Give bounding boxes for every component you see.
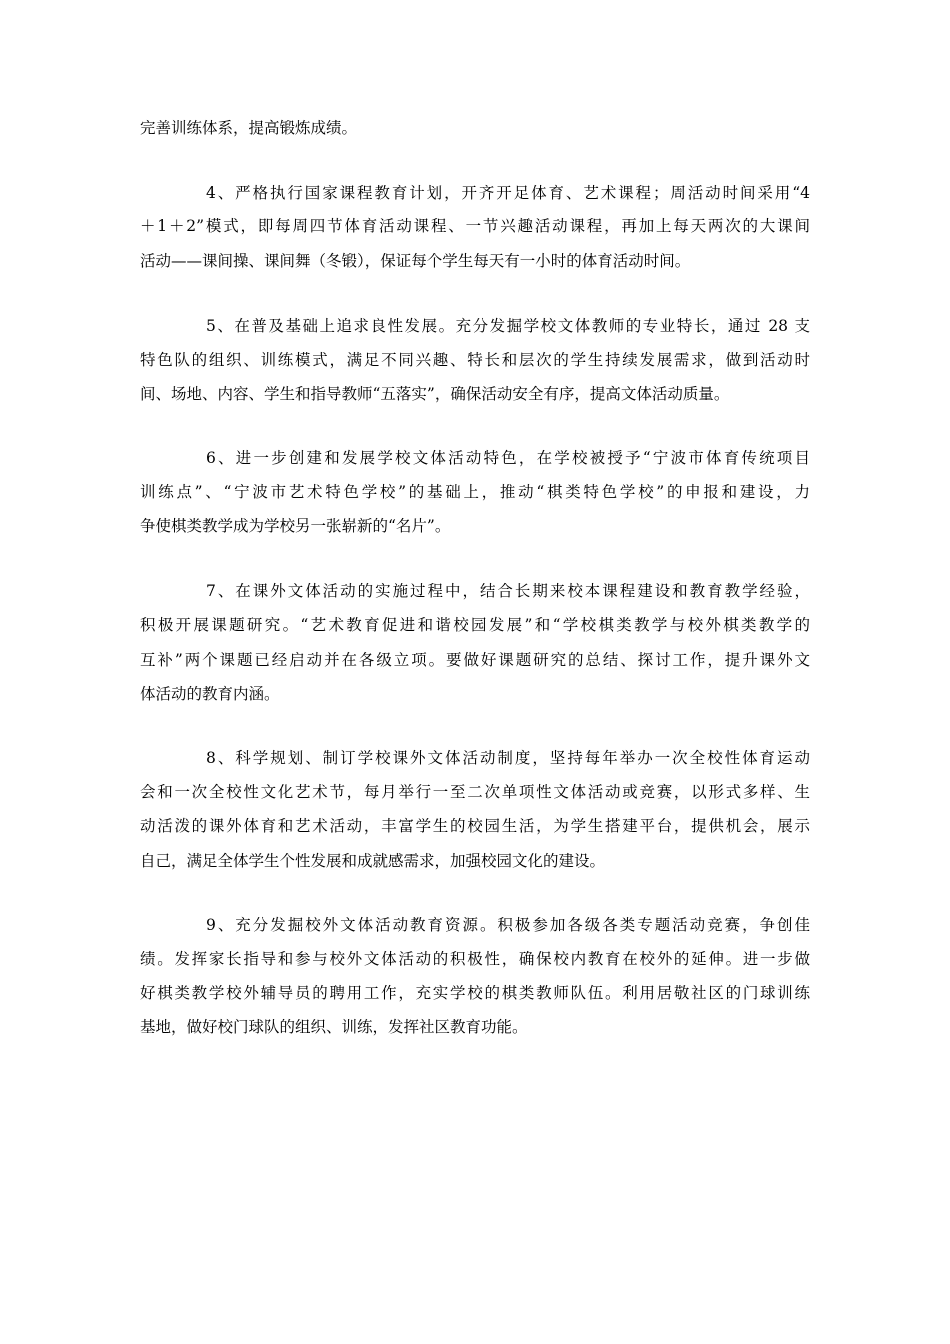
text-line: 互补”两个课题已经启动并在各级立项。要做好课题研究的总结、探讨工作，提升课外文 bbox=[140, 651, 810, 669]
text-line: 体活动的教育内涵。 bbox=[140, 685, 280, 703]
text-line: 训练点”、“宁波市艺术特色学校”的基础上，推动“棋类特色学校”的申报和建设，力 bbox=[140, 483, 810, 501]
text-line: 完善训练体系，提高锻炼成绩。 bbox=[140, 119, 358, 137]
text-line: 绩。发挥家长指导和参与校外文体活动的积极性，确保校内教育在校外的延伸。进一步做 bbox=[140, 950, 810, 968]
text-line: 间、场地、内容、学生和指导教师“五落实”，确保活动安全有序，提高文体活动质量。 bbox=[140, 385, 730, 403]
text-line: 活动——课间操、课间舞（冬锻），保证每个学生每天有一小时的体育活动时间。 bbox=[140, 252, 691, 270]
text-line: 积极开展课题研究。“艺术教育促进和谐校园发展”和“学校棋类教学与校外棋类教学的 bbox=[140, 616, 810, 634]
text-line: 好棋类教学校外辅导员的聘用工作，充实学校的棋类教师队伍。利用居敬社区的门球训练 bbox=[140, 984, 810, 1002]
text-line: 5、在普及基础上追求良性发展。充分发掘学校文体教师的专业特长，通过 28 支 bbox=[206, 317, 810, 335]
text-line: ＋1＋2”模式，即每周四节体育活动课程、一节兴趣活动课程，再加上每天两次的大课间 bbox=[140, 217, 810, 235]
text-line: 自己，满足全体学生个性发展和成就感需求，加强校园文化的建设。 bbox=[140, 852, 606, 870]
text-line: 9、充分发掘校外文体活动教育资源。积极参加各级各类专题活动竞赛，争创佳 bbox=[206, 916, 810, 934]
text-line: 基地，做好校门球队的组织、训练，发挥社区教育功能。 bbox=[140, 1018, 528, 1036]
text-line: 会和一次全校性文化艺术节，每月举行一至二次单项性文体活动或竞赛，以形式多样、生 bbox=[140, 783, 810, 801]
text-line: 争使棋类教学成为学校另一张崭新的“名片”。 bbox=[140, 517, 451, 535]
text-line: 7、在课外文体活动的实施过程中，结合长期来校本课程建设和教育教学经验， bbox=[206, 582, 810, 600]
text-line: 动活泼的课外体育和艺术活动，丰富学生的校园生活，为学生搭建平台，提供机会，展示 bbox=[140, 817, 810, 835]
text-line: 6、进一步创建和发展学校文体活动特色，在学校被授予“宁波市体育传统项目 bbox=[206, 449, 810, 467]
text-line: 4、严格执行国家课程教育计划，开齐开足体育、艺术课程；周活动时间采用“4 bbox=[206, 184, 810, 202]
text-line: 8、科学规划、制订学校课外文体活动制度，坚持每年举办一次全校性体育运动 bbox=[206, 749, 810, 767]
text-line: 特色队的组织、训练模式，满足不同兴趣、特长和层次的学生持续发展需求，做到活动时 bbox=[140, 351, 810, 369]
